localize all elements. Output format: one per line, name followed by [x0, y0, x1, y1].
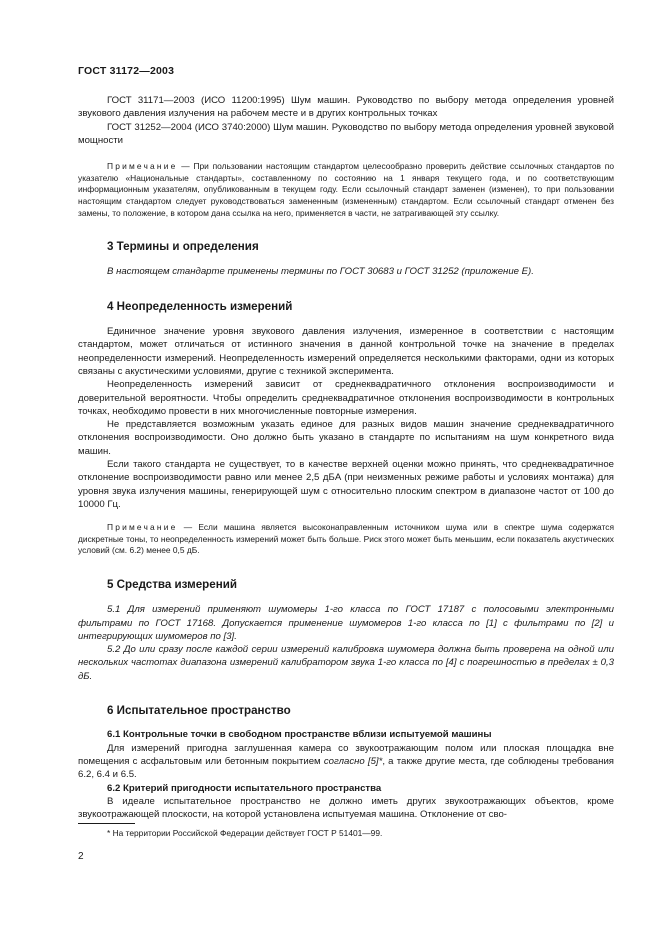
paragraph: В идеале испытательное пространство не должно иметь других звукоотражающих объектов, кроме звукоотражающей плоскости, на которой установлена испытуемая машина. Отклонение от сво- [78, 795, 614, 821]
section-3-text: В настоящем стандарте применены термины по ГОСТ 30683 и ГОСТ 31252 (приложение Е). [107, 266, 534, 278]
page-number: 2 [78, 851, 84, 862]
section-3-title: 3 Термины и определения [107, 240, 259, 254]
reference-entry: ГОСТ 31252—2004 (ИСО 3740:2000) Шум машин. Руководство по выбору метода определения уровней звуковой мощности [78, 121, 614, 146]
text-run: , а также другие места, где соблюдены требования 6.2, 6.4 и 6.5. [78, 755, 614, 781]
footnote-divider [78, 823, 135, 824]
document-header: ГОСТ 31172—2003 [78, 65, 175, 77]
note-text: — При пользовании настоящим стандартом целесообразно проверить действие ссылочных стандартов по указателю «Национальные стандарты», составленному по состоянию на 1 января текущего года, и по соответствующим информационным указателям, опубликованным в текущем году. Если ссылочный стандарт заменен (изменен), то при пользовании настоящим стандартом следует руководствоваться замененным (измененным) стандартом. Если ссылочный стандарт отменен без замены, то положение, в котором дана ссылка на него, применяется в части, не затрагивающей эту ссылку. [78, 161, 614, 218]
footnote-reference: согласно [5]* [323, 755, 383, 767]
note-uncertainty [78, 522, 614, 557]
reference-entry: ГОСТ 31171—2003 (ИСО 11200:1995) Шум машин. Руководство по выбору метода определения уровней звукового давления излучения на рабочем месте и в других контрольных точках [78, 95, 614, 120]
note-label: Примечание [107, 522, 178, 533]
page-body [78, 94, 614, 821]
note-references [78, 161, 614, 219]
subsection-6-2-title: 6.2 Критерий пригодности испытательного пространства [107, 782, 382, 794]
subsection-6-1-title: 6.1 Контрольные точки в свободном пространстве вблизи испытуемой машины [107, 729, 492, 741]
section-4-title: 4 Неопределенность измерений [107, 299, 293, 313]
paragraph [78, 742, 614, 782]
note-label: Примечание [107, 161, 178, 172]
paragraph: 5.1 Для измерений применяют шумомеры 1-го класса по ГОСТ 17187 с полосовыми электронными фильтрами по ГОСТ 17168. Допускается применение шумомеров 1-го класса по [1] с фильтрами по [2] и интегрирующих шумомеров по [3]. [78, 604, 614, 642]
footnote: * На территории Российской Федерации действует ГОСТ Р 51401—99. [107, 828, 383, 838]
paragraph: Не представляется возможным указать единое для разных видов машин значение среднеквадратичного отклонения воспроизводимости. Оно должно быть указано в стандарте по испытаниям на шум конкретного вида машин. [78, 419, 614, 457]
paragraph: 5.2 До или сразу после каждой серии измерений калибровка шумомера должна быть проверена на одной или нескольких частотах диапазона измерений калибратором звука 1-го класса по [4] с погрешностью в пределах ± 0,3 дБ. [78, 644, 614, 682]
paragraph: Единичное значение уровня звукового давления излучения, измеренное в соответствии с настоящим стандартом, может отличаться от истинного значения в данной контрольной точке на значение в пределах неопределенности измерений. Неопределенность измерений определяется несколькими факторами, одни из которых связаны с акустическими условиями, другие с техникой эксперимента. [78, 326, 614, 377]
text-run: Для измерений пригодна заглушенная камера со звукоотражающим полом или плоская площадка вне помещения с асфальтовым или бетонным покрытием [78, 742, 614, 767]
paragraph: Неопределенность измерений зависит от среднеквадратичного отклонения воспроизводимости и доверительной вероятности. Чтобы определить среднеквадратичное отклонения воспроизводимости в контрольных точках, необходимо провести в них многочисленные повторные измерения. [78, 379, 614, 417]
section-5-title: 5 Средства измерений [107, 577, 237, 591]
note-text: — Если машина является высоконаправленным источником шума или в спектре шума содержатся дискретные тоны, то неопределенность измерений может быть больше. Риск этого может быть меньшим, если показатель акустических условий (см. 6.2) менее 0,5 дБ. [78, 522, 614, 556]
paragraph: Если такого стандарта не существует, то в качестве верхней оценки можно принять, что среднеквадратичное отклонение воспроизводимости равно или менее 2,5 дБA (при неизменных режиме работы и условиях монтажа) для уровня звука излучения машины, генерирующей шум с относительно плоским спектром в диапазоне частот от 100 до 10000 Гц. [78, 459, 614, 510]
section-6-title: 6 Испытательное пространство [107, 704, 291, 718]
